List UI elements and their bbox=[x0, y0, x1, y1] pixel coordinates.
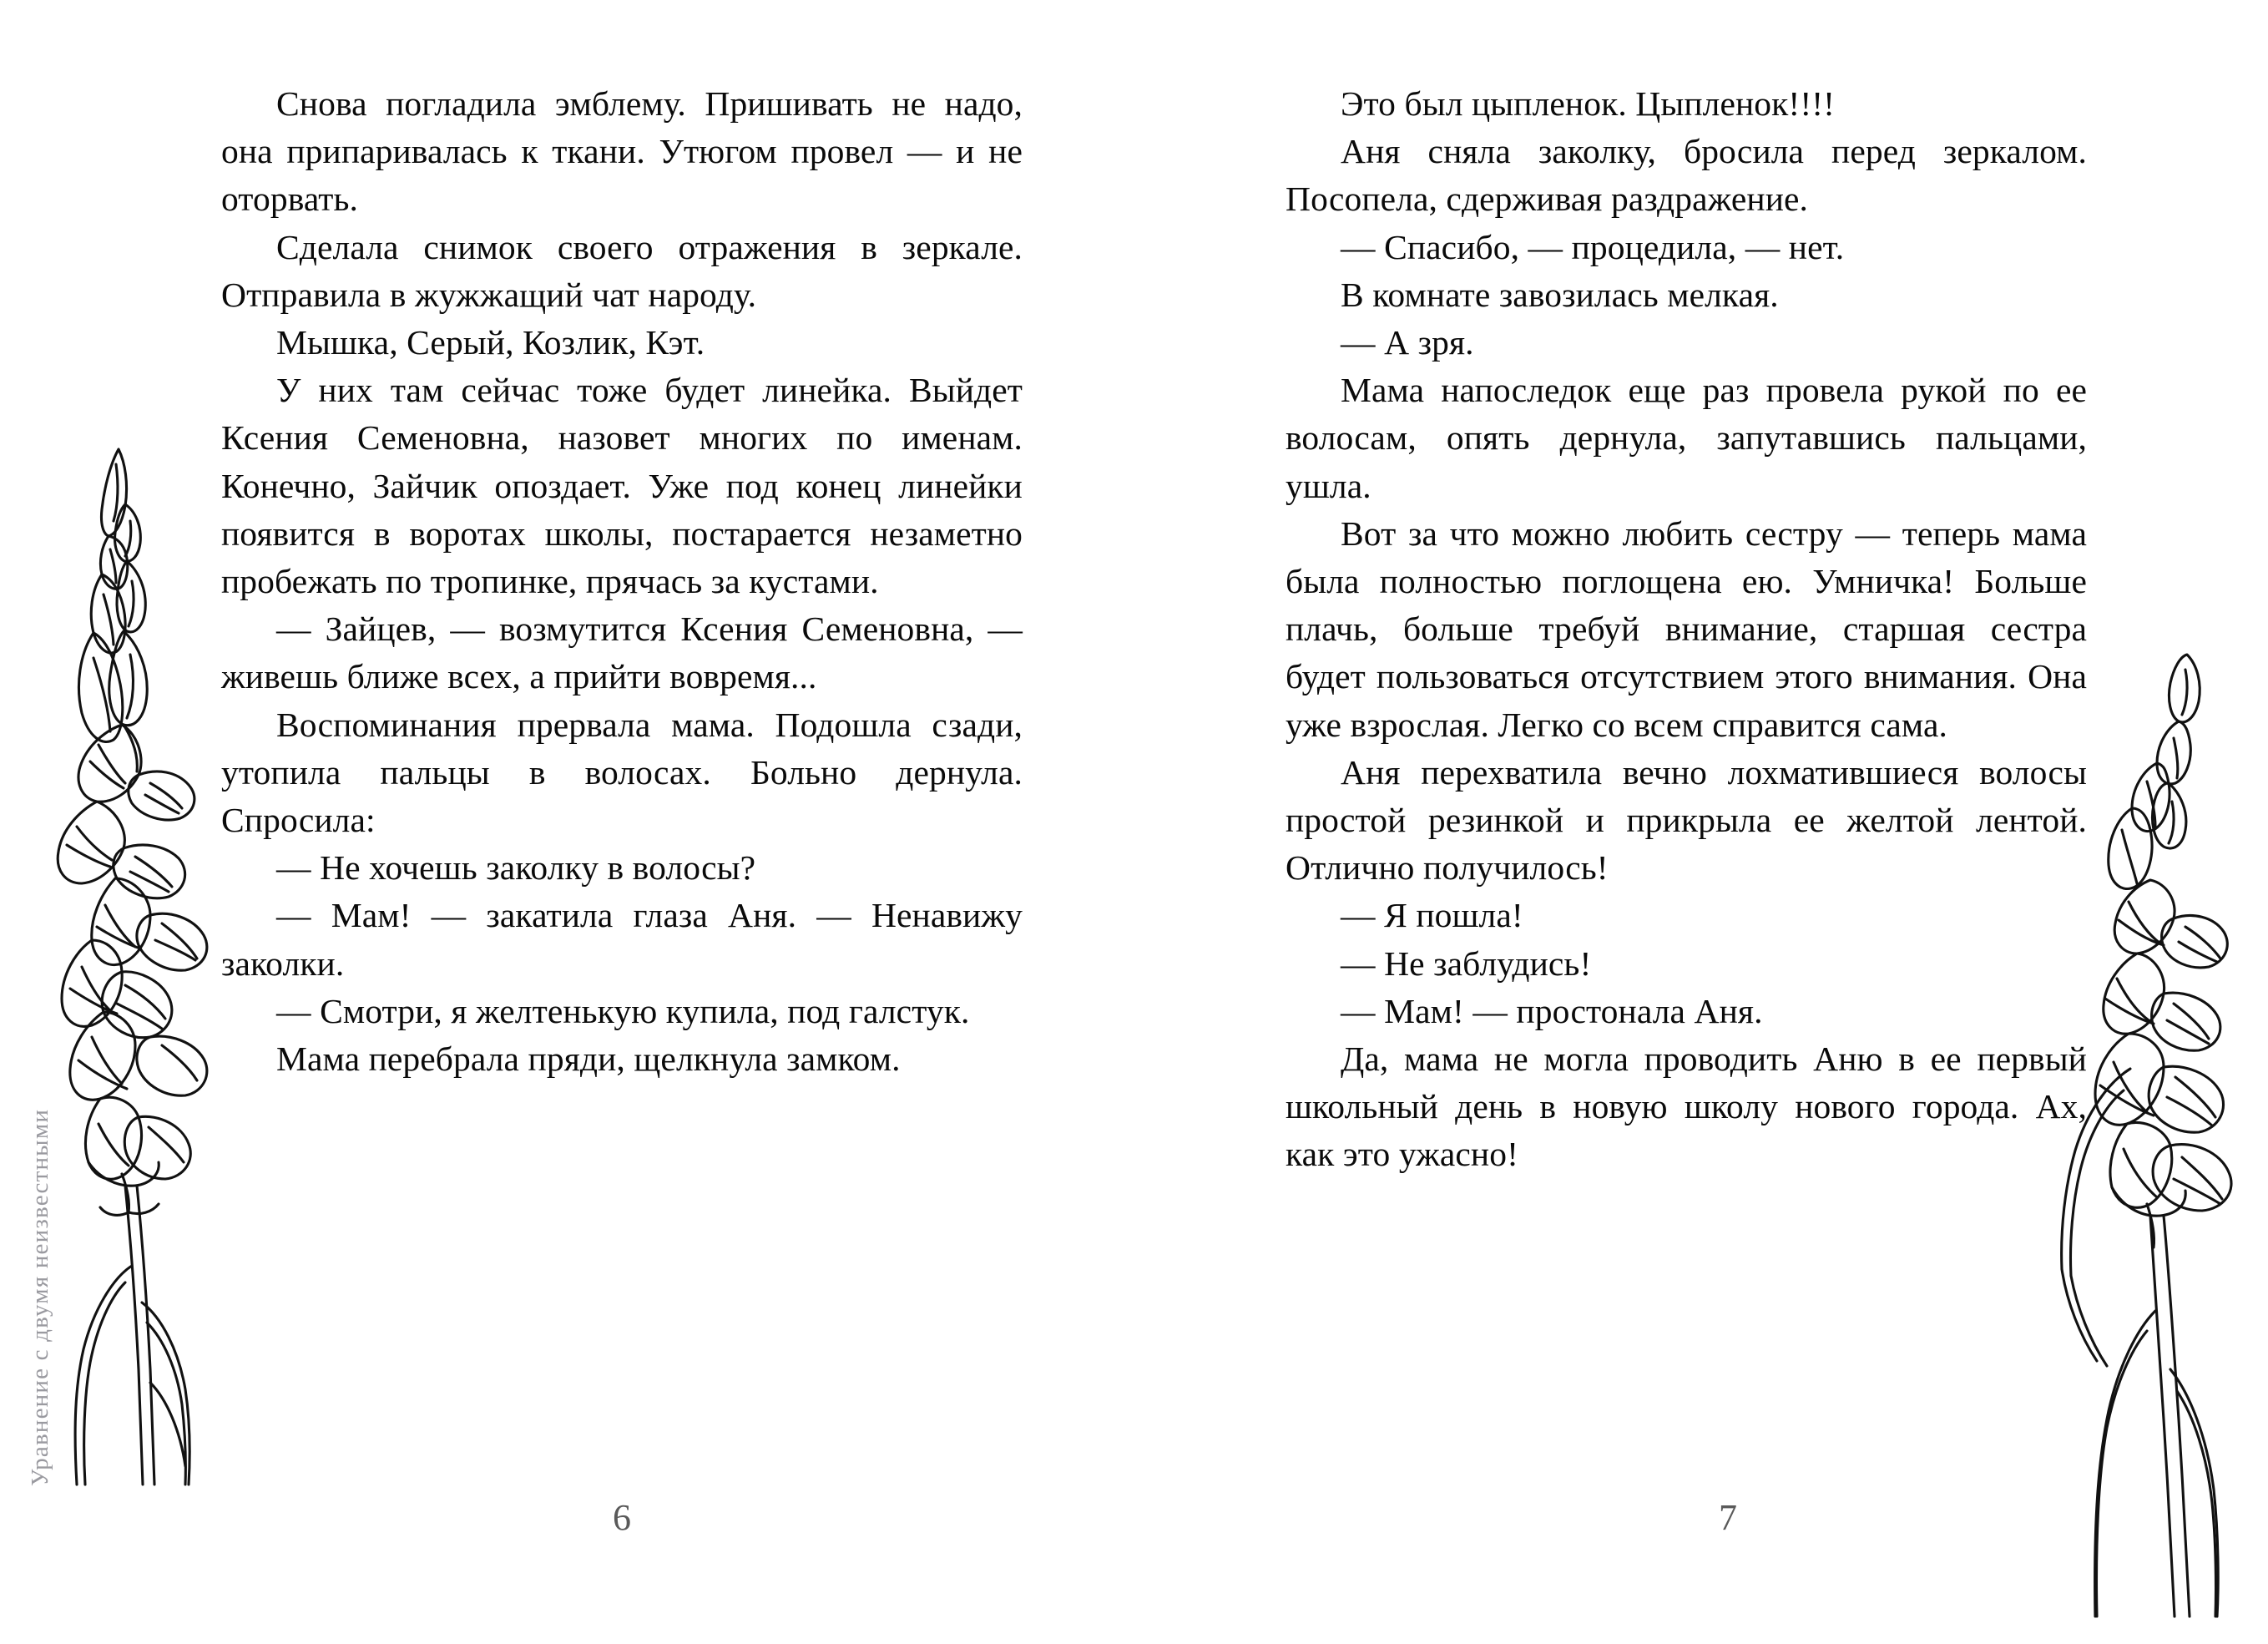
paragraph: Сделала снимок своего отражения в зеркале. Отправила в жужжащий чат народу. bbox=[221, 227, 1023, 314]
paragraph: Мама перебрала пряди, щелкнула замком. bbox=[276, 1040, 901, 1079]
paragraph: Вот за что можно любить сестру — теперь мама была полностью поглощена ею. Умничка! Больше плачь, больше требуй внимание, старшая сестра будет пользоваться отсутствием этого внимания. Она уже взрослая. Легко со всем справится сама. bbox=[1286, 513, 2087, 744]
paragraph: Воспоминания прервала мама. Подошла сзади, утопила пальцы в волосах. Больно дернула. Спросила: bbox=[221, 705, 1023, 840]
paragraph-dialogue: — Мам! — закатила глаза Аня. — Ненавижу заколки. bbox=[221, 896, 1023, 983]
paragraph-dialogue: — Смотри, я желтенькую купила, под галстук. bbox=[276, 991, 970, 1030]
left-page-text-column bbox=[221, 80, 1023, 1083]
page-number-right: 7 bbox=[1719, 1497, 1737, 1538]
paragraph: Да, мама не могла проводить Аню в ее первый школьный день в новую школу нового города. Ах, как это ужасно! bbox=[1286, 1040, 2087, 1174]
paragraph: Аня перехватила вечно лохматившиеся волосы простой резинкой и прикрыла ее желтой лентой. Отлично получилось! bbox=[1286, 752, 2087, 888]
paragraph: Аня сняла заколку, бросила перед зеркалом. Посопела, сдерживая раздражение. bbox=[1286, 132, 2087, 219]
paragraph-dialogue: — Мам! — простонала Аня. bbox=[1341, 991, 1763, 1030]
running-title-vertical: Уравнение с двумя неизвестными bbox=[27, 1108, 53, 1486]
paragraph-dialogue: — Спасибо, — процедила, — нет. bbox=[1341, 227, 1845, 266]
paragraph: Мышка, Серый, Козлик, Кэт. bbox=[276, 323, 705, 362]
paragraph: Снова погладила эмблему. Пришивать не надо, она припаривалась к ткани. Утюгом провел — и не оторвать. bbox=[221, 84, 1023, 219]
paragraph-dialogue: — Зайцев, — возмутится Ксения Семеновна, — живешь ближе всех, а прийти вовремя... bbox=[221, 610, 1023, 696]
paragraph-dialogue: — Я пошла! bbox=[1341, 896, 1523, 935]
paragraph-dialogue: — А зря. bbox=[1341, 323, 1474, 362]
paragraph: У них там сейчас тоже будет линейка. Выйдет Ксения Семеновна, назовет многих по именам. Конечно, Зайчик опоздает. Уже под конец линейки появится в воротах школы, постарается незаметно пробежать по тропинке, прячась за кустами. bbox=[221, 371, 1023, 601]
paragraph: Это был цыпленок. Цыпленок!!!! bbox=[1341, 84, 1836, 123]
paragraph: В комнате завозилась мелкая. bbox=[1341, 275, 1779, 314]
page-number-left: 6 bbox=[613, 1497, 631, 1538]
gladiolus-flower-icon bbox=[38, 434, 218, 1486]
paragraph-dialogue: — Не заблудись! bbox=[1341, 943, 1592, 983]
paragraph-dialogue: — Не хочешь заколку в волосы? bbox=[276, 848, 756, 888]
right-page-text-column bbox=[1286, 80, 2087, 1179]
paragraph: Мама напоследок еще раз провела рукой по ее волосам, опять дернула, запутавшись пальцами, ушла. bbox=[1286, 371, 2087, 505]
